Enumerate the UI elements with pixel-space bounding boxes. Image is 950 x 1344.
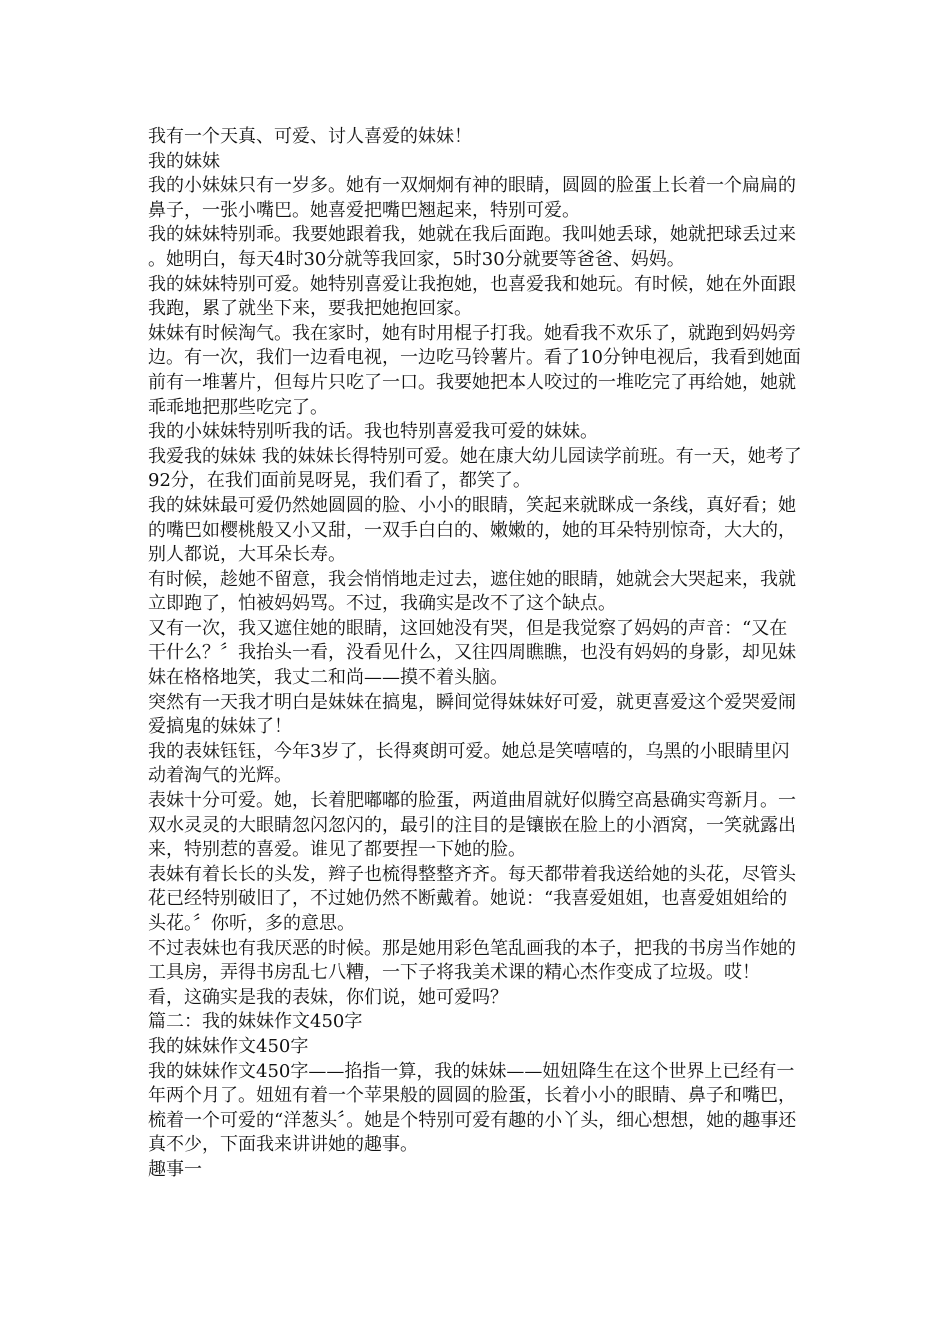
paragraph: 又有一次，我又遮住她的眼睛，这回她没有哭，但是我觉察了妈妈的声音：“又在干什么？〞我抬头一看，没看见什么，又往四周瞧瞧，也没有妈妈的身影，却见妹妹在格格地笑，我丈二和尚——摸不着头脑。 (148, 617, 796, 689)
section-title: 我的妹妹作文450字 (148, 1035, 309, 1057)
paragraph: 我的表妹钰钰，今年3岁了，长得爽朗可爱。她总是笑嘻嘻的，乌黑的小眼睛里闪动着淘气的光辉。 (148, 740, 790, 787)
paragraph: 我的小妹妹特别听我的话。我也特别喜爱我可爱的妹妹。 (148, 421, 598, 443)
paragraph-intro: 我有一个天真、可爱、讨人喜爱的妹妹！ (148, 126, 472, 147)
paragraph: 我的小妹妹只有一岁多。她有一双炯炯有神的眼睛，圆圆的脸蛋上长着一个扁扁的鼻子，一张小嘴巴。她喜爱把嘴巴翘起来，特别可爱。 (148, 175, 796, 221)
paragraph: 我的妹妹特别可爱。她特别喜爱让我抱她，也喜爱我和她玩。有时候，她在外面跟我跑，累了就坐下来，要我把她抱回家。 (148, 273, 796, 320)
paragraph: 我的妹妹最可爱仍然她圆圆的脸、小小的眼睛，笑起来就眯成一条线，真好看；她的嘴巴如樱桃般又小又甜，一双手白白的、嫩嫩的，她的耳朵特别惊奇，大大的，别人都说，大耳朵长寿。 (148, 494, 796, 566)
paragraph: 妹妹有时候淘气。我在家时，她有时用棍子打我。她看我不欢乐了，就跑到妈妈旁边。有一次，我们一边看电视，一边吃马铃薯片。看了10分钟电视后，我看到她面前有一堆薯片，但每片只吃了一口。我要她把本人咬过的一堆吃完了再给她，她就乖乖地把那些吃完了。 (148, 322, 801, 418)
paragraph-title-my-sister: 我的妹妹 (148, 150, 220, 172)
paragraph: 有时候，趁她不留意，我会悄悄地走过去，遮住她的眼睛，她就会大哭起来，我就立即跑了，怕被妈妈骂。不过，我确实是改不了这个缺点。 (148, 568, 796, 615)
document-body (148, 125, 804, 1183)
paragraph: 我的妹妹作文450字——掐指一算，我的妹妹——妞妞降生在这个世界上已经有一年两个月了。妞妞有着一个苹果般的圆圆的脸蛋，长着小小的眼睛、鼻子和嘴巴，梳着一个可爱的“洋葱头〞。她是个特别可爱有趣的小丫头，细心想想，她的趣事还真不少，下面我来讲讲她的趣事。 (148, 1060, 797, 1156)
paragraph: 不过表妹也有我厌恶的时候。那是她用彩色笔乱画我的本子，把我的书房当作她的工具房，弄得书房乱七八糟，一下子将我美术课的精心杰作变成了垃圾。哎！ (148, 937, 796, 984)
paragraph: 表妹十分可爱。她，长着肥嘟嘟的脸蛋，两道曲眉就好似腾空高悬确实弯新月。一双水灵灵的大眼睛忽闪忽闪的，最引的注目的是镶嵌在脸上的小酒窝，一笑就露出来，特别惹的喜爱。谁见了都要捏一下她的脸。 (148, 790, 796, 861)
paragraph: 我爱我的妹妹 我的妹妹长得特别可爱。她在康大幼儿园读学前班。有一天，她考了92分，在我们面前晃呀晃，我们看了，都笑了。 (148, 445, 802, 492)
paragraph: 突然有一天我才明白是妹妹在搞鬼，瞬间觉得妹妹好可爱，就更喜爱这个爱哭爱闹爱搞鬼的妹妹了！ (148, 691, 796, 738)
paragraph: 我的妹妹特别乖。我要她跟着我，她就在我后面跑。我叫她丢球，她就把球丢过来。她明白，每天4时30分就等我回家，5时30分就要等爸爸、妈妈。 (148, 224, 796, 270)
section-heading: 篇二：我的妹妹作文450字 (148, 1011, 363, 1033)
paragraph: 表妹有着长长的头发，辫子也梳得整整齐齐。每天都带着我送给她的头花，尽管头花已经特别破旧了，不过她仍然不断戴着。她说：“我喜爱姐姐，也喜爱姐姐给的头花。〞你听，多的意思。 (148, 863, 796, 934)
paragraph: 看，这确实是我的表妹，你们说，她可爱吗？ (148, 986, 508, 1008)
subheading-fun-story-one: 趣事一 (148, 1158, 202, 1180)
